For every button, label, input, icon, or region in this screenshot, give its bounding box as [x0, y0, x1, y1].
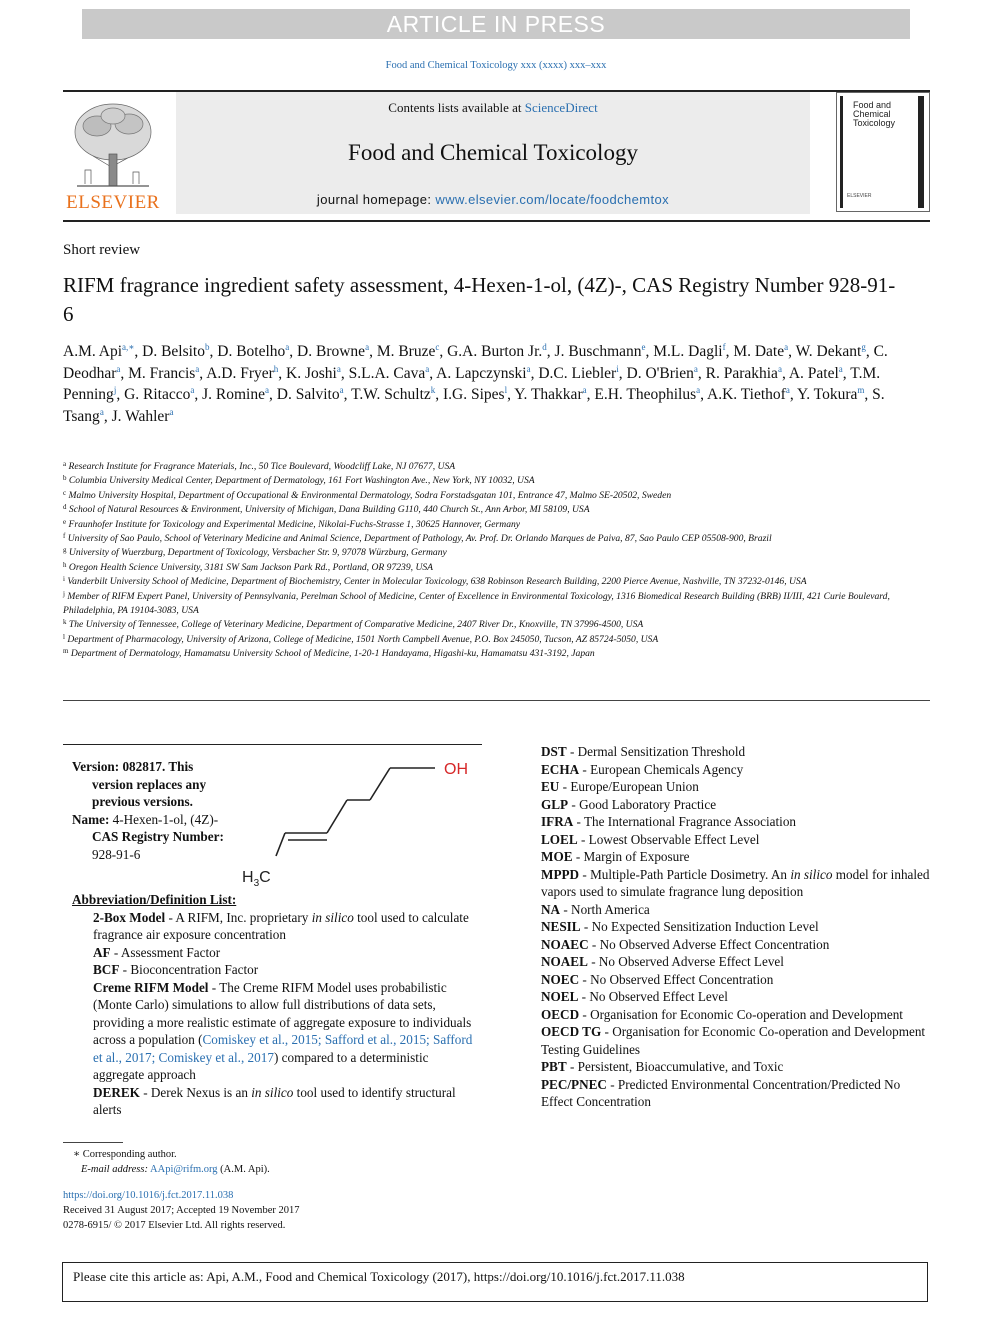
author-affiliation-marker[interactable]: a: [336, 363, 341, 374]
abbreviation-definition: tool used to calculate fragrance air exposure concentration: [93, 909, 469, 942]
oh-label: OH: [444, 761, 468, 778]
abbreviation-definition: in silico: [790, 866, 833, 882]
author-name: [555, 343, 646, 360]
abbreviation-entry: [541, 918, 931, 936]
author-affiliation-marker[interactable]: a: [777, 363, 782, 374]
affiliation-text: Columbia University Medical Center, Department of Dermatology, 161 Fort Washington Ave., New York, NY 10032, USA: [66, 475, 535, 487]
author-name-text: D. Browne: [297, 343, 366, 360]
author-name: [349, 365, 430, 382]
author-name-text: D. Botelho: [217, 343, 286, 360]
abbreviation-definition: - Organisation for Economic Co-operation and Development Testing Guidelines: [541, 1024, 926, 1057]
abbreviation-definition: - Margin of Exposure: [572, 849, 690, 864]
author-name-text: J. Romine: [202, 386, 265, 404]
abbreviation-definition: - Europe/European Union: [559, 779, 699, 794]
author-affiliation-marker[interactable]: c: [435, 342, 440, 352]
author-name: [653, 343, 725, 360]
abbreviation-definition: ) compared to a deterministic aggregate approach: [93, 1049, 429, 1082]
affiliation-key: i: [63, 575, 65, 584]
affiliation-text: Department of Pharmacology, University of Arizona, College of Medicine, 1501 North Campbell Avenue, P.O. Box 245050, Tucson, AZ 85724-5050, USA: [64, 633, 659, 645]
abbreviation-term: PEC/PNEC: [541, 1076, 607, 1092]
abbreviation-heading: Abbreviation/Definition List:: [72, 892, 237, 907]
email-label: E-mail address:: [81, 1164, 148, 1175]
abbreviation-term: IFRA: [541, 814, 574, 829]
abbreviation-term: Creme RIFM Model: [93, 979, 209, 995]
author-name: [217, 343, 289, 360]
please-cite-box: Please cite this article as: Api, A.M., Food and Chemical Toxicology (2017), https://doi.org/10.1016/j.fct.2017.11.038: [62, 1262, 928, 1302]
affiliation-key: c: [63, 488, 67, 497]
article-type: Short review: [63, 242, 141, 258]
author-name-text: Y. Thakkar: [514, 386, 583, 404]
cover-publisher-mark: ELSEVIER: [847, 193, 872, 199]
abbreviation-entries-left: [72, 909, 482, 1119]
author-name: [733, 343, 788, 360]
abbreviation-definition: - North America: [560, 901, 650, 917]
abbreviation-definition: in silico: [251, 1084, 294, 1100]
author-name: [706, 365, 782, 382]
affiliation-key: f: [63, 532, 66, 541]
author-name: [447, 343, 547, 360]
abbreviation-term: ECHA: [541, 761, 580, 777]
abbreviation-definition: - Predicted Environmental Concentration/Predicted No Effect Concentration: [541, 1076, 901, 1109]
abbreviation-definition: - Assessment Factor: [110, 944, 221, 960]
abbreviation-term: NOEC: [541, 971, 580, 987]
abbreviation-entry: [541, 831, 931, 849]
affiliation-item: [63, 647, 893, 661]
author-list: A.M. Api$^{a,∗}$, D. Belsito$^b$, D. Botelho$^a$, D. Browne$^a$, M. Bruze$^c$, G.A. Burton Jr.$^d$, J. Buschmann$^e$, M.L. Dagli$^f$, M. Date$^a$, W. Dekant$^g$, C. Deodhar$^a$, M. Francis$^a$, A.D. Fryer$^h$, K. Joshi$^a$, S.L.A. Cava$^a$, A. Lapczynski$^a$, D.C. Liebler$^i$, D. O'Brien$^a$, R. Parakhia$^a$, A. Patel$^a$, T.M. Penning$^j$, G. Ritacco$^a$, J. Romine$^a$, D. Salvito$^a$, T.W. Schultz$^k$, I.G. Sipes$^l$, Y. Thakkar$^a$, E.H. Theophilus$^a$, A.K. Tiethof$^a$, Y. Tokura$^m$, S. Tsang$^a$, J. Wahler$^a$: [63, 342, 888, 425]
author-name-text: D.C. Liebler: [538, 364, 617, 382]
abbreviation-term: MPPD: [541, 866, 580, 882]
author-affiliation-marker[interactable]: e: [641, 342, 646, 352]
author-affiliation-marker[interactable]: a: [365, 342, 370, 352]
author-affiliation-marker[interactable]: a: [339, 385, 344, 396]
abbreviation-entry: [72, 944, 482, 962]
author-affiliation-marker[interactable]: a: [526, 363, 531, 374]
abbreviation-entry: [541, 813, 931, 831]
abbreviation-definition: - No Observed Effect Level: [578, 989, 728, 1004]
author-name-text: M.L. Dagli: [653, 343, 723, 360]
author-name: [796, 343, 866, 360]
author-affiliation-marker[interactable]: a: [696, 385, 701, 396]
author-name-text: C. Deodhar: [63, 343, 888, 382]
author-name-text: R. Parakhia: [705, 364, 778, 382]
author-affiliation-marker[interactable]: a: [195, 363, 200, 374]
author-name-text: A. Lapczynski: [436, 364, 527, 382]
affiliation-key: e: [63, 517, 67, 526]
affiliation-text: School of Natural Resources & Environment, University of Michigan, Dana Building G110, 440 Church St., Ann Arbor, MI 58109, USA: [66, 504, 590, 516]
author-name-text: A. Patel: [788, 364, 839, 382]
author-name-text: T.M. Penning: [63, 364, 881, 404]
author-name-text: A.M. Api: [63, 343, 122, 360]
author-name: [514, 386, 586, 403]
author-name-text: A.K. Tiethof: [707, 386, 786, 404]
affiliation-text: University of Sao Paulo, School of Veterinary Medicine and Animal Science, Department of Pathology, Av. Prof. Dr. Orlando Marques de Paiva, 87, Sao Paulo CEP 05508-900, Brazil: [65, 533, 772, 545]
author-name: [297, 343, 369, 360]
affiliation-list: [63, 460, 893, 662]
cover-title: Food and Chemical Toxicology: [853, 100, 896, 128]
abbreviation-term: OECD: [541, 1006, 580, 1022]
abbreviation-definition: - The Creme RIFM Model uses probabilistic (Monte Carlo) simulations to allow full distributions of data sets, providing a more realistic estimate of aggregate exposure to individuals across a population (: [93, 979, 472, 1047]
author-affiliation-marker[interactable]: a: [116, 363, 121, 374]
abbreviation-term: EU: [541, 779, 560, 794]
abbreviation-definition: - No Observed Adverse Effect Level: [587, 954, 784, 969]
abbreviation-entry: [541, 866, 931, 901]
author-name: [538, 365, 618, 382]
homepage-link[interactable]: www.elsevier.com/locate/foodchemtox: [435, 192, 670, 207]
h3c-h: H: [242, 869, 254, 886]
author-affiliation-marker[interactable]: a: [784, 342, 789, 352]
abbreviation-term: 2-Box Model: [93, 909, 166, 925]
author-name: [377, 343, 440, 360]
abbreviation-definition: - Organisation for Economic Co-operation and Development: [579, 1006, 903, 1022]
author-name-text: S.L.A. Cava: [348, 364, 426, 382]
affiliation-key: l: [63, 632, 65, 641]
affiliation-key: k: [63, 618, 67, 627]
affiliation-item: [63, 518, 893, 532]
author-affiliation-marker[interactable]: b: [205, 342, 210, 352]
author-name-text: J. Buschmann: [554, 343, 642, 360]
affiliation-item: [63, 633, 893, 647]
abbreviation-term: NESIL: [541, 919, 581, 934]
author-name: [707, 386, 790, 403]
abbreviation-definition: tool used to identify structural alerts: [93, 1084, 456, 1117]
author-name: [286, 365, 341, 382]
author-affiliation-marker[interactable]: m: [857, 385, 865, 396]
email-suffix: (A.M. Api).: [220, 1164, 270, 1175]
affiliation-text: Vanderbilt University School of Medicine, Department of Biochemistry, Center in Molecular Toxicology, 638 Robinson Research Building, 2200 Pierce Avenue, Nashville, TN 37232-0146, USA: [64, 576, 807, 588]
cas-value: 928-91-6: [92, 846, 141, 862]
abbreviation-entry: [541, 988, 931, 1006]
abbreviation-definition: - No Observed Effect Concentration: [579, 971, 774, 987]
corresponding-text: Corresponding author.: [82, 1149, 177, 1160]
affiliation-text: Research Institute for Fragrance Materials, Inc., 50 Tice Boulevard, Woodcliff Lake, NJ 07677, USA: [66, 461, 456, 472]
abbreviation-definition: model for inhaled vapors used to simulate fragrance lung deposition: [541, 866, 930, 899]
abbreviation-term: DEREK: [93, 1084, 140, 1100]
author-affiliation-marker[interactable]: a: [99, 406, 104, 417]
h3c-subscript: 3: [253, 878, 260, 888]
author-name: [277, 386, 344, 403]
author-name: [112, 408, 174, 425]
abbreviation-definition: - European Chemicals Agency: [579, 761, 744, 777]
affiliation-text: Department of Dermatology, Hamamatsu University School of Medicine, 1-20-1 Handayama, Higashi-ku, Hamamatsu 431-3192, Japan: [68, 648, 595, 660]
abbreviation-term: NOAEL: [541, 954, 588, 969]
structure-bonds: [276, 768, 435, 856]
affiliation-key: a: [63, 460, 67, 468]
author-affiliation-marker[interactable]: a: [693, 363, 698, 374]
abbreviation-definition: - Dermal Sensitization Threshold: [566, 744, 746, 759]
corresponding-line: [63, 1147, 463, 1162]
author-affiliation-marker[interactable]: a: [582, 385, 587, 396]
author-name: [63, 343, 134, 360]
abbreviation-entry: [72, 979, 482, 1084]
affiliation-text: Malmo University Hospital, Department of Occupational & Environmental Dermatology, Sodra Forstadsgatan 101, Entrance 47, Malmo SE-20502, Sweden: [66, 489, 672, 501]
author-affiliation-marker[interactable]: k: [430, 385, 436, 396]
sciencedirect-link[interactable]: ScienceDirect: [524, 100, 598, 115]
author-name-text: D. Belsito: [142, 343, 205, 360]
author-name-text: J. Wahler: [111, 407, 170, 425]
affiliation-key: d: [63, 503, 67, 512]
author-name-text: D. Salvito: [276, 386, 340, 404]
name-label: Name:: [72, 811, 110, 827]
abbreviation-term: PBT: [541, 1059, 567, 1074]
abbreviation-term: AF: [93, 944, 111, 960]
author-name-text: D. O'Brien: [626, 364, 694, 382]
author-name: [436, 365, 530, 382]
author-name-text: G.A. Burton Jr.: [447, 343, 543, 360]
author-name-text: A.D. Fryer: [206, 364, 274, 382]
article-title: RIFM fragrance ingredient safety assessment, 4-Hexen-1-ol, (4Z)-, CAS Registry Number 928-91-6: [63, 273, 896, 326]
journal-homepage: [176, 192, 810, 207]
name-entry: [72, 811, 237, 829]
author-name-text: I.G. Sipes: [443, 386, 505, 404]
email-line: [63, 1162, 463, 1177]
affiliation-item: [63, 590, 893, 619]
affiliation-text: Oregon Health Science University, 3181 SW Sam Jackson Park Rd., Portland, OR 97239, USA: [66, 561, 434, 573]
affiliation-item: [63, 618, 893, 632]
affiliation-text: University of Wuerzburg, Department of Toxicology, Versbacher Str. 9, 97078 Würzburg, Germany: [66, 547, 447, 559]
author-affiliation-marker[interactable]: a,∗: [122, 342, 135, 352]
abbreviation-entry: [72, 909, 482, 944]
abbreviation-definition: in silico: [311, 909, 354, 925]
abbreviation-entry: [541, 901, 931, 919]
abbreviation-entry: [541, 1058, 931, 1076]
abbreviation-term: NOEL: [541, 989, 579, 1004]
abbreviation-definition: - Persistent, Bioaccumulative, and Toxic: [566, 1059, 784, 1074]
author-name-text: M. Date: [733, 343, 785, 360]
abbreviation-term: MOE: [541, 849, 573, 864]
author-name: [627, 365, 698, 382]
copyright-line: 0278-6915/ © 2017 Elsevier Ltd. All rights reserved.: [63, 1220, 286, 1231]
affiliation-item: [63, 474, 893, 488]
footnote-rule: [63, 1142, 123, 1143]
info-box-top-rule: [63, 744, 482, 745]
contents-prefix: Contents lists available at: [388, 100, 525, 115]
affiliation-item: [63, 575, 893, 589]
author-name-text: E.H. Theophilus: [594, 386, 697, 404]
author-name-text: T.W. Schultz: [351, 386, 431, 404]
affiliation-key: h: [63, 560, 67, 569]
journal-cover-thumbnail[interactable]: [836, 92, 930, 212]
abbreviation-definition: - Bioconcentration Factor: [119, 962, 259, 977]
author-affiliation-marker[interactable]: a: [838, 363, 843, 374]
abbreviation-entry: [541, 761, 931, 779]
abbreviation-term: LOEL: [541, 831, 578, 847]
abbreviation-term: BCF: [93, 962, 120, 977]
abbreviation-definition: - No Observed Adverse Effect Concentration: [588, 936, 830, 952]
affiliation-key: b: [63, 474, 67, 483]
doi-block: [63, 1188, 563, 1233]
author-name: [202, 386, 269, 403]
author-name-text: W. Dekant: [795, 343, 862, 360]
author-name: [124, 386, 194, 403]
abbreviation-entry: [541, 848, 931, 866]
version-label: Version:: [72, 759, 120, 774]
name-value: 4-Hexen-1-ol, (4Z)-: [112, 811, 219, 827]
abbreviation-entry: [541, 796, 931, 814]
author-affiliation-marker[interactable]: a: [425, 363, 430, 374]
abbreviation-term: NA: [541, 901, 561, 917]
cas-entry: [72, 828, 237, 863]
journal-title: Food and Chemical Toxicology: [348, 140, 638, 165]
author-name-text: Y. Tokura: [797, 386, 858, 404]
author-name: [443, 386, 507, 403]
chemical-structure-diagram: [240, 756, 480, 888]
cas-label: CAS Registry Number:: [92, 829, 224, 844]
author-affiliation-marker[interactable]: i: [616, 363, 619, 374]
author-name-text: S. Tsang: [63, 386, 885, 425]
h3c-c: C: [259, 869, 271, 886]
contents-available: [176, 100, 810, 116]
affiliation-text: The University of Tennessee, College of Veterinary Medicine, Department of Comparative Medicine, 2407 River Dr., Knoxville, TN 37996-4500, USA: [66, 619, 644, 631]
affiliation-text: Fraunhofer Institute for Toxicology and Experimental Medicine, Nikolai-Fuchs-Strasse 1, 30625 Hannover, Germany: [66, 518, 521, 530]
affiliation-item: [63, 546, 893, 560]
article-in-press-banner: ARTICLE IN PRESS: [82, 9, 910, 39]
abbreviation-term: DST: [541, 744, 567, 759]
abbreviation-definition: - Lowest Observable Effect Level: [577, 831, 760, 847]
abbreviation-entry: [541, 953, 931, 971]
author-affiliation-marker[interactable]: f: [722, 342, 726, 352]
author-name-text: K. Joshi: [286, 364, 337, 382]
author-name: [789, 365, 843, 382]
homepage-prefix: journal homepage:: [316, 192, 436, 207]
abbreviation-entry: [541, 936, 931, 954]
author-name: [594, 386, 700, 403]
abbreviation-definition: - Good Laboratory Practice: [568, 796, 717, 812]
affiliation-item: [63, 489, 893, 503]
abbreviation-term: OECD TG: [541, 1024, 602, 1039]
author-affiliation-marker[interactable]: d: [542, 342, 547, 352]
version-entry: [72, 758, 237, 811]
abbreviation-entry: [541, 1076, 931, 1111]
footnote-star: ∗: [73, 1149, 81, 1160]
author-affiliation-marker[interactable]: a: [169, 406, 174, 417]
abbreviation-term: GLP: [541, 796, 569, 812]
affiliation-item: [63, 503, 893, 517]
corresponding-footnote: [63, 1147, 463, 1177]
journal-citation-header[interactable]: Food and Chemical Toxicology xxx (xxxx) xxx–xxx: [385, 60, 607, 71]
abbreviation-list-right: [541, 743, 931, 1111]
affiliation-text: Member of RIFM Expert Panel, University of Pennsylvania, Perelman School of Medicine, Center of Excellence in Environmental Toxicology, 1316 Biomedical Research Building (BRB) II/III, 421 Curie Boulevard, Philadelphia, PA 19104-3083, USA: [63, 590, 890, 617]
reference-link[interactable]: Comiskey et al., 2015; Safford et al., 2015; Safford et al., 2017; Comiskey et al., 2017: [93, 1032, 473, 1065]
received-dates: Received 31 August 2017; Accepted 19 November 2017: [63, 1205, 300, 1216]
affiliation-item: [63, 460, 893, 474]
affiliation-key: m: [63, 647, 69, 656]
author-name: [128, 365, 199, 382]
abbreviation-definition: - Multiple-Path Particle Dosimetry. An: [579, 866, 791, 882]
author-affiliation-marker[interactable]: h: [273, 363, 279, 374]
affiliations-bottom-rule: [63, 700, 930, 701]
abbreviation-list-left: [72, 891, 482, 1119]
abbreviation-entry: [72, 961, 482, 979]
author-name: [206, 365, 278, 382]
abbreviation-entry: [541, 1023, 931, 1058]
author-affiliation-marker[interactable]: a: [785, 385, 790, 396]
author-affiliation-marker[interactable]: a: [190, 385, 195, 396]
author-affiliation-marker[interactable]: l: [504, 385, 508, 396]
abbreviation-entry: [541, 1006, 931, 1024]
author-affiliation-marker[interactable]: a: [285, 342, 290, 352]
affiliation-item: [63, 532, 893, 546]
affiliation-key: j: [63, 589, 65, 598]
h3c-label: [242, 869, 271, 888]
affiliation-item: [63, 561, 893, 575]
author-name-text: M. Francis: [128, 364, 196, 382]
version-text: 082817. This version replaces any previous versions.: [92, 759, 207, 809]
author-name-text: G. Ritacco: [124, 386, 191, 404]
abbreviation-entry: [541, 971, 931, 989]
author-affiliation-marker[interactable]: a: [265, 385, 269, 396]
version-block: [72, 758, 237, 863]
abbreviation-definition: - No Expected Sensitization Induction Level: [580, 919, 819, 934]
header-bottom-rule: [63, 220, 930, 222]
affiliation-key: g: [63, 546, 67, 555]
author-name: [142, 343, 209, 360]
author-name: [351, 386, 435, 403]
abbreviation-definition: - A RIFM, Inc. proprietary: [165, 909, 312, 925]
author-affiliation-marker[interactable]: j: [113, 385, 117, 396]
abbreviation-entry: [541, 743, 931, 761]
doi-link[interactable]: https://doi.org/10.1016/j.fct.2017.11.038: [63, 1190, 234, 1201]
author-name-text: M. Bruze: [376, 343, 436, 360]
abbreviation-entry: [541, 778, 931, 796]
author-name: [797, 386, 864, 403]
abbreviation-entry: [72, 1084, 482, 1119]
email-link[interactable]: AApi@rifm.org: [150, 1164, 218, 1175]
publisher-wordmark: ELSEVIER: [66, 192, 160, 213]
author-affiliation-marker[interactable]: g: [861, 342, 866, 352]
abbreviation-term: NOAEC: [541, 936, 589, 952]
abbreviation-definition: - Derek Nexus is an: [139, 1084, 252, 1100]
abbreviation-definition: - The International Fragrance Association: [573, 814, 797, 829]
